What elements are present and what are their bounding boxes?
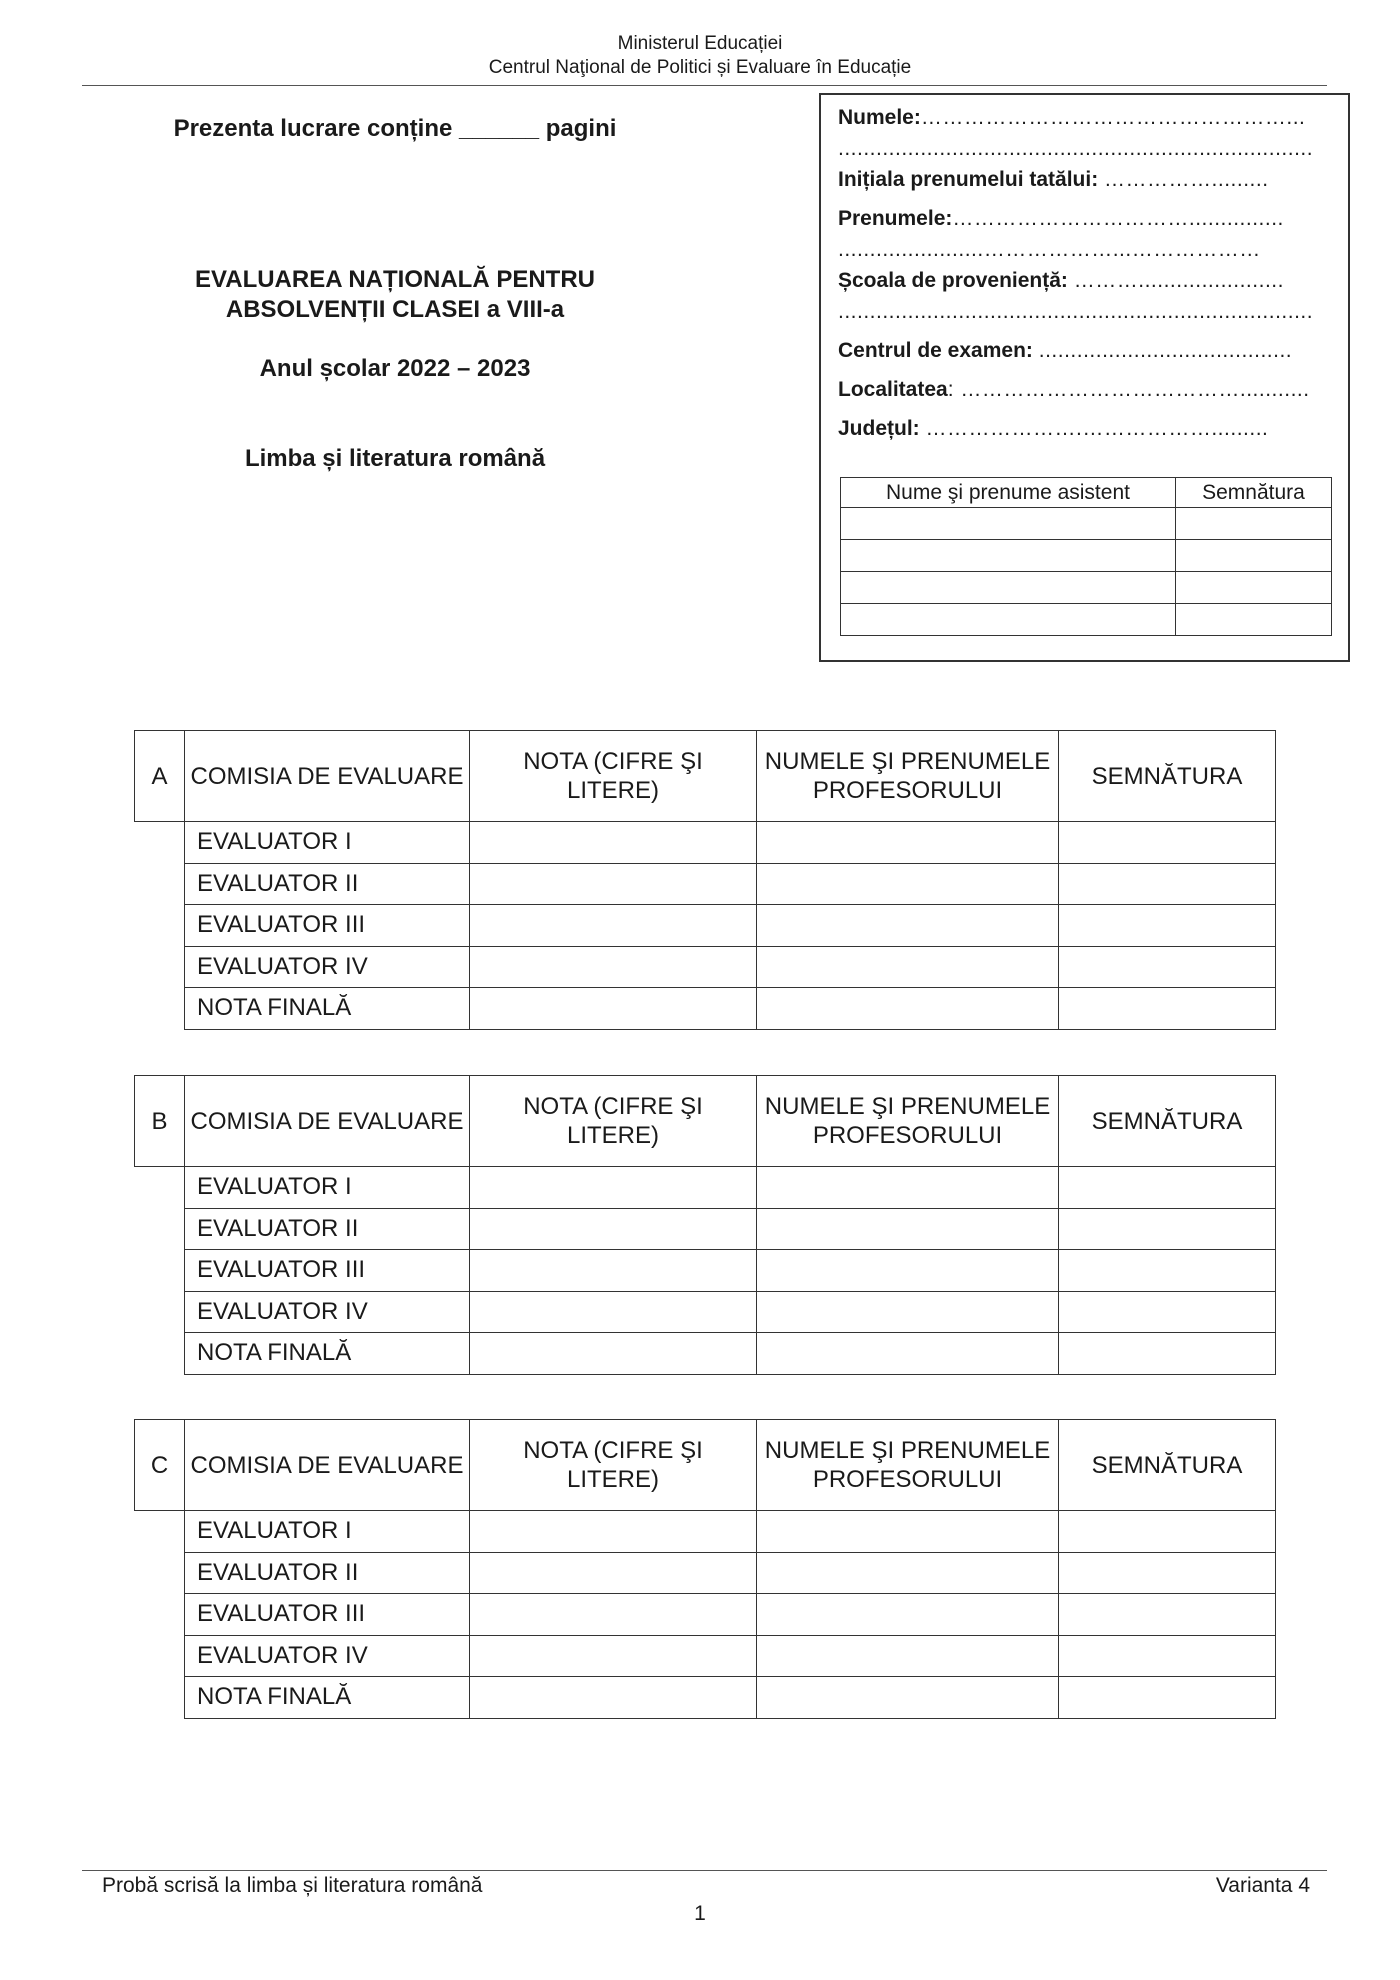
- grade-cell[interactable]: [470, 905, 757, 947]
- commission-header: COMISIA DE EVALUARE: [185, 731, 470, 822]
- commission-header: COMISIA DE EVALUARE: [185, 1420, 470, 1511]
- first-name-field-continuation[interactable]: [838, 235, 1332, 266]
- first-name-dots: ……………………………...............: [952, 207, 1284, 230]
- table-row: [135, 1677, 1276, 1719]
- teacher-name-cell[interactable]: [757, 1333, 1059, 1375]
- assistant-table: [840, 477, 1332, 636]
- table-row: [135, 946, 1276, 988]
- grade-cell[interactable]: [470, 1511, 757, 1553]
- signature-cell[interactable]: [1059, 1594, 1276, 1636]
- exam-title-line-2: ABSOLVENȚII CLASEI a VIII-a: [225, 296, 565, 323]
- signature-header: SEMNĂTURA: [1059, 1420, 1276, 1511]
- evaluator-label: EVALUATOR I: [185, 822, 470, 864]
- grade-cell[interactable]: [470, 1333, 757, 1375]
- grade-cell[interactable]: [470, 1167, 757, 1209]
- exam-subject: Limba și literatura română: [244, 445, 546, 472]
- teacher-name-cell[interactable]: [757, 1511, 1059, 1553]
- evaluator-label: EVALUATOR I: [185, 1511, 470, 1553]
- table-row: [135, 1250, 1276, 1292]
- school-label: Școala de proveniență:: [838, 269, 1068, 292]
- father-initial-field[interactable]: [838, 165, 1332, 204]
- assistant-signature-cell[interactable]: [1176, 572, 1332, 604]
- father-initial-dots: …………….........: [1104, 168, 1269, 191]
- table-row: [135, 988, 1276, 1030]
- school-year: Anul școlar 2022 – 2023: [259, 355, 531, 382]
- assistant-name-cell[interactable]: [841, 508, 1176, 540]
- signature-cell[interactable]: [1059, 1250, 1276, 1292]
- school-field[interactable]: [838, 266, 1332, 297]
- evaluator-label: EVALUATOR IV: [185, 1291, 470, 1333]
- signature-cell[interactable]: [1059, 1552, 1276, 1594]
- table-letter: A: [135, 731, 185, 822]
- grading-table-header: [135, 1076, 1276, 1167]
- name-field-continuation[interactable]: [838, 134, 1332, 165]
- teacher-name-header: NUMELE ŞI PRENUMELE PROFESORULUI: [757, 731, 1059, 822]
- teacher-name-cell[interactable]: [757, 988, 1059, 1030]
- evaluator-label: EVALUATOR I: [185, 1167, 470, 1209]
- commission-header: COMISIA DE EVALUARE: [185, 1076, 470, 1167]
- grading-table-a: [134, 730, 1276, 1030]
- signature-cell[interactable]: [1059, 988, 1276, 1030]
- table-row: [135, 822, 1276, 864]
- final-grade-label: NOTA FINALĂ: [185, 1677, 470, 1719]
- page-count-line: Prezenta lucrare conține ______ pagini: [173, 115, 617, 142]
- father-initial-label: Inițiala prenumelui tatălui:: [838, 168, 1099, 191]
- exam-title-line-1: EVALUAREA NAȚIONALĂ PENTRU: [195, 266, 595, 293]
- assistant-name-cell[interactable]: [841, 540, 1176, 572]
- locality-field[interactable]: [838, 375, 1332, 414]
- grade-cell[interactable]: [470, 1552, 757, 1594]
- assistant-signature-header: Semnătura: [1176, 478, 1332, 508]
- first-name-label: Prenumele:: [838, 207, 953, 230]
- assistant-row: [841, 604, 1332, 636]
- signature-cell[interactable]: [1059, 946, 1276, 988]
- teacher-name-cell[interactable]: [757, 1594, 1059, 1636]
- exam-center-label: Centrul de examen:: [838, 339, 1033, 362]
- table-row: [135, 1552, 1276, 1594]
- assistant-row: [841, 540, 1332, 572]
- table-letter: C: [135, 1420, 185, 1511]
- teacher-name-cell[interactable]: [757, 1677, 1059, 1719]
- assistant-signature-cell[interactable]: [1176, 540, 1332, 572]
- teacher-name-header: NUMELE ŞI PRENUMELE PROFESORULUI: [757, 1076, 1059, 1167]
- assistant-name-cell[interactable]: [841, 604, 1176, 636]
- header-divider: [82, 85, 1327, 86]
- name-label: Numele:: [838, 106, 921, 129]
- table-row: [135, 863, 1276, 905]
- assistant-name-cell[interactable]: [841, 572, 1176, 604]
- evaluator-label: EVALUATOR III: [185, 905, 470, 947]
- footer-divider: [82, 1870, 1327, 1871]
- teacher-name-cell[interactable]: [757, 822, 1059, 864]
- table-row: [135, 1167, 1276, 1209]
- school-field-continuation[interactable]: [838, 297, 1332, 336]
- county-label: Județul:: [838, 417, 920, 440]
- table-letter: B: [135, 1076, 185, 1167]
- page-number: 1: [694, 1902, 706, 1925]
- first-name-field[interactable]: [838, 204, 1332, 235]
- grade-header: NOTA (CIFRE ŞI LITERE): [470, 1076, 757, 1167]
- footer-exam-label: Probă scrisă la limba și literatura română: [102, 1874, 483, 1897]
- grading-table-header: [135, 1420, 1276, 1511]
- signature-cell[interactable]: [1059, 1677, 1276, 1719]
- signature-cell[interactable]: [1059, 1167, 1276, 1209]
- signature-cell[interactable]: [1059, 1333, 1276, 1375]
- grade-cell[interactable]: [470, 1635, 757, 1677]
- final-grade-label: NOTA FINALĂ: [185, 1333, 470, 1375]
- locality-dots: : …………………………………...........: [947, 378, 1310, 401]
- assistant-table-header: [841, 478, 1332, 508]
- table-row: [135, 1291, 1276, 1333]
- page-header: [0, 32, 1400, 80]
- grade-cell[interactable]: [470, 1208, 757, 1250]
- teacher-name-cell[interactable]: [757, 1250, 1059, 1292]
- grade-cell[interactable]: [470, 988, 757, 1030]
- evaluator-label: EVALUATOR III: [185, 1594, 470, 1636]
- table-row: [135, 1333, 1276, 1375]
- name-dots-continuation: ...........................................................................: [838, 137, 1314, 160]
- grading-table-header: [135, 731, 1276, 822]
- teacher-name-cell[interactable]: [757, 1208, 1059, 1250]
- table-row: [135, 1511, 1276, 1553]
- teacher-name-header: NUMELE ŞI PRENUMELE PROFESORULUI: [757, 1420, 1059, 1511]
- table-row: [135, 905, 1276, 947]
- grading-table-c: [134, 1419, 1276, 1719]
- signature-cell[interactable]: [1059, 1291, 1276, 1333]
- final-grade-label: NOTA FINALĂ: [185, 988, 470, 1030]
- grade-cell[interactable]: [470, 822, 757, 864]
- teacher-name-cell[interactable]: [757, 905, 1059, 947]
- signature-header: SEMNĂTURA: [1059, 1076, 1276, 1167]
- grade-header: NOTA (CIFRE ŞI LITERE): [470, 731, 757, 822]
- county-field[interactable]: [838, 414, 1332, 453]
- grade-cell[interactable]: [470, 863, 757, 905]
- grade-cell[interactable]: [470, 1594, 757, 1636]
- table-row: [135, 1594, 1276, 1636]
- locality-label: Localitatea: [838, 378, 948, 401]
- exam-center-dots: ........................................: [1038, 339, 1293, 362]
- teacher-name-cell[interactable]: [757, 946, 1059, 988]
- teacher-name-cell[interactable]: [757, 1635, 1059, 1677]
- school-dots-continuation: ...........................................................................: [838, 300, 1314, 323]
- evaluator-label: EVALUATOR IV: [185, 1635, 470, 1677]
- table-row: [135, 1208, 1276, 1250]
- signature-cell[interactable]: [1059, 905, 1276, 947]
- name-field[interactable]: [838, 103, 1332, 134]
- teacher-name-cell[interactable]: [757, 1291, 1059, 1333]
- exam-center-field[interactable]: [838, 336, 1332, 375]
- signature-cell[interactable]: [1059, 822, 1276, 864]
- teacher-name-cell[interactable]: [757, 863, 1059, 905]
- signature-cell[interactable]: [1059, 1635, 1276, 1677]
- school-dots: ……….......................: [1073, 269, 1284, 292]
- assistant-signature-cell[interactable]: [1176, 508, 1332, 540]
- grade-header: NOTA (CIFRE ŞI LITERE): [470, 1420, 757, 1511]
- evaluator-label: EVALUATOR II: [185, 863, 470, 905]
- grade-cell[interactable]: [470, 1677, 757, 1719]
- signature-cell[interactable]: [1059, 1511, 1276, 1553]
- grade-cell[interactable]: [470, 1250, 757, 1292]
- evaluator-label: EVALUATOR II: [185, 1552, 470, 1594]
- signature-cell[interactable]: [1059, 863, 1276, 905]
- assistant-signature-cell[interactable]: [1176, 604, 1332, 636]
- table-row: [135, 1635, 1276, 1677]
- footer-variant-label: Varianta 4: [1215, 1874, 1310, 1897]
- grade-cell[interactable]: [470, 946, 757, 988]
- signature-header: SEMNĂTURA: [1059, 731, 1276, 822]
- grading-table-b: [134, 1075, 1276, 1375]
- evaluator-label: EVALUATOR II: [185, 1208, 470, 1250]
- first-name-dots-continuation: .......................………………...………………: [838, 238, 1261, 261]
- exam-title: [100, 265, 690, 325]
- evaluation-center-name: Centrul Naţional de Politici și Evaluare în Educație: [488, 57, 912, 78]
- teacher-name-cell[interactable]: [757, 1167, 1059, 1209]
- county-dots: ………………….……………….........: [925, 417, 1269, 440]
- ministry-name: Ministerul Educației: [617, 33, 783, 54]
- evaluator-label: EVALUATOR IV: [185, 946, 470, 988]
- name-dots: ……………………………………………...: [920, 106, 1306, 129]
- signature-cell[interactable]: [1059, 1208, 1276, 1250]
- assistant-row: [841, 572, 1332, 604]
- grade-cell[interactable]: [470, 1291, 757, 1333]
- evaluator-label: EVALUATOR III: [185, 1250, 470, 1292]
- assistant-row: [841, 508, 1332, 540]
- teacher-name-cell[interactable]: [757, 1552, 1059, 1594]
- assistant-name-header: Nume şi prenume asistent: [841, 478, 1176, 508]
